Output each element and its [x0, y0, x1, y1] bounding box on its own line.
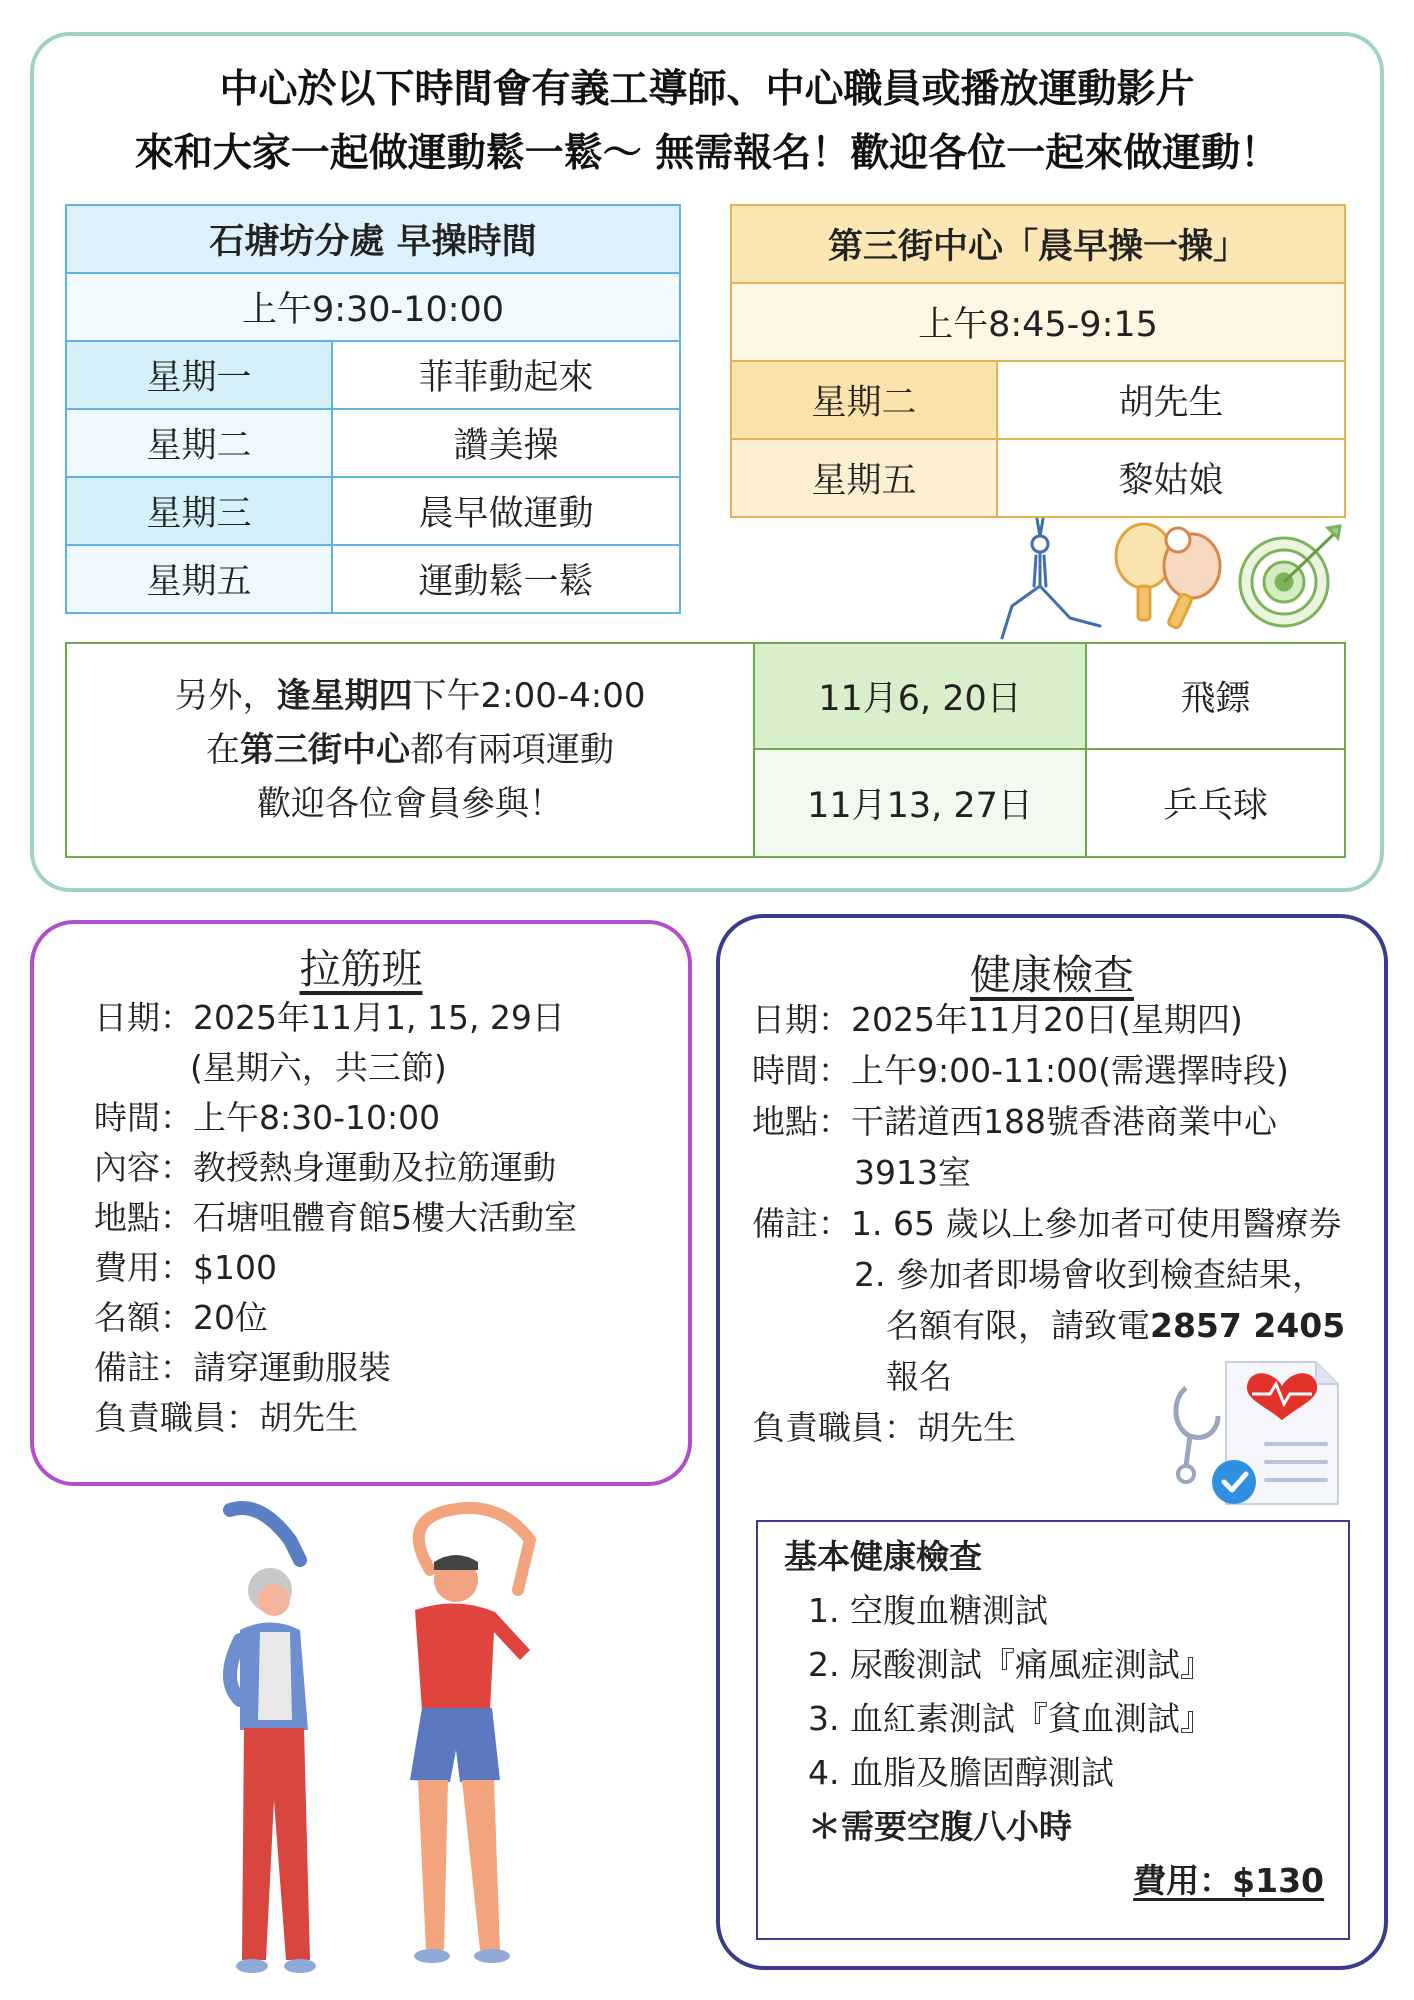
stretch-class-title: 拉筋班: [299, 945, 423, 993]
dartboard-icon: [1236, 520, 1346, 636]
health-date: 2025年11月20日(星期四): [851, 1000, 1243, 1039]
basic-fee: 費用：$130: [1133, 1861, 1324, 1900]
health-phone: 2857 2405: [1150, 1306, 1346, 1345]
thursday-note-line1: 另外，逢星期四下午2:00-4:00: [174, 676, 646, 716]
stretch-quota: 20位: [193, 1298, 268, 1337]
basic-health-check-title: 基本健康檢查: [784, 1537, 982, 1576]
stretch-staff: 胡先生: [259, 1398, 358, 1437]
stone-activity: 讚美操: [332, 409, 680, 477]
fasting-note: ＊需要空腹八小時: [808, 1807, 1072, 1846]
health-remark-1: 1. 65 歲以上參加者可使用醫療券: [851, 1204, 1342, 1243]
health-remark-4: 報名: [886, 1357, 952, 1396]
stretch-time: 上午8:30-10:00: [193, 1098, 441, 1137]
stone-activity: 運動鬆一鬆: [332, 545, 680, 613]
stone-day: 星期二: [66, 409, 332, 477]
third-street-leader: 黎姑娘: [997, 439, 1345, 517]
third-street-day: 星期二: [731, 361, 997, 439]
basic-item: 4. 血脂及膽固醇測試: [808, 1753, 1114, 1792]
stone-day: 星期五: [66, 545, 332, 613]
health-time: 上午9:00-11:00(需選擇時段): [851, 1051, 1289, 1090]
yoga-figure-icon: [990, 514, 1110, 644]
stretch-content: 教授熱身運動及拉筋運動: [193, 1148, 556, 1187]
health-remark-2: 2. 參加者即場會收到檢查結果，: [854, 1255, 1325, 1294]
thursday-note: [66, 643, 754, 857]
headline-line2: 來和大家一起做運動鬆一鬆～ 無需報名！歡迎各位一起來做運動！: [134, 131, 1280, 176]
stone-schedule-title: 石塘坊分處 早操時間: [66, 205, 680, 273]
session-sport: 乒乓球: [1086, 749, 1345, 857]
stone-activity: 菲菲動起來: [332, 341, 680, 409]
session-dates: 11月13, 27日: [754, 749, 1086, 857]
stone-activity: 晨早做運動: [332, 477, 680, 545]
basic-health-check-list: [784, 1530, 1324, 1908]
session-sport: 飛鏢: [1086, 643, 1345, 749]
table-tennis-icon: [1108, 518, 1230, 636]
stretch-fee: $100: [193, 1248, 277, 1287]
health-staff: 胡先生: [917, 1408, 1016, 1447]
woman-figure: [230, 1508, 316, 1973]
stone-schedule-time: 上午9:30-10:00: [66, 273, 680, 341]
third-street-day: 星期五: [731, 439, 997, 517]
session-dates: 11月6, 20日: [754, 643, 1086, 749]
basic-item: 3. 血紅素測試『貧血測試』: [808, 1699, 1213, 1738]
health-venue-line2: 3913室: [854, 1153, 971, 1192]
stone-schedule-table: [65, 204, 681, 614]
basic-item: 1. 空腹血糖測試: [808, 1591, 1048, 1630]
headline-line1: 中心於以下時間會有義工導師、中心職員或播放運動影片: [219, 67, 1195, 112]
third-street-schedule-table: [730, 204, 1346, 518]
health-check-details: 日期：2025年11月20日(星期四) 時間：上午9:00-11:00(需選擇時段) 地點：干諾道西188號香港商業中心 3913室 備註：1. 65 歲以上參加者可使用醫療券 2. 參加者即場會收到檢查結果， 名額有限，請致電2857 2405 報名 負責職員：胡先生: [752, 994, 1372, 1453]
health-check-title: 健康檢查: [970, 951, 1134, 999]
thursday-note-line3: 歡迎各位會員參與！: [257, 784, 563, 824]
health-remark-3: 名額有限，請致電2857 2405: [886, 1306, 1346, 1345]
basic-item: 2. 尿酸測試『痛風症測試』: [808, 1645, 1213, 1684]
medical-report-icon: [1166, 1358, 1342, 1508]
third-street-leader: 胡先生: [997, 361, 1345, 439]
thursday-note-line2: 在第三街中心都有兩項運動: [206, 730, 614, 770]
stone-day: 星期三: [66, 477, 332, 545]
third-street-title: 第三街中心「晨早操一操」: [731, 205, 1345, 283]
stretch-date-note: (星期六，共三節): [190, 1048, 447, 1087]
health-venue: 干諾道西188號香港商業中心: [851, 1102, 1277, 1141]
man-figure: [410, 1508, 530, 1963]
stretch-venue: 石塘咀體育館5樓大活動室: [193, 1198, 577, 1237]
stretch-class-details: 日期：2025年11月1, 15, 29日 (星期六，共三節) 時間：上午8:30-10:00 內容：教授熱身運動及拉筋運動 地點：石塘咀體育館5樓大活動室 費用：$100 名額：20位 備註：請穿運動服裝 負責職員：胡先生: [94, 993, 674, 1443]
stretching-people-illustration: [200, 1500, 560, 1980]
stone-day: 星期一: [66, 341, 332, 409]
thursday-activities-table: [65, 642, 1346, 858]
stretch-date: 2025年11月1, 15, 29日: [193, 998, 565, 1037]
third-street-time: 上午8:45-9:15: [731, 283, 1345, 361]
stretch-remark: 請穿運動服裝: [193, 1348, 391, 1387]
